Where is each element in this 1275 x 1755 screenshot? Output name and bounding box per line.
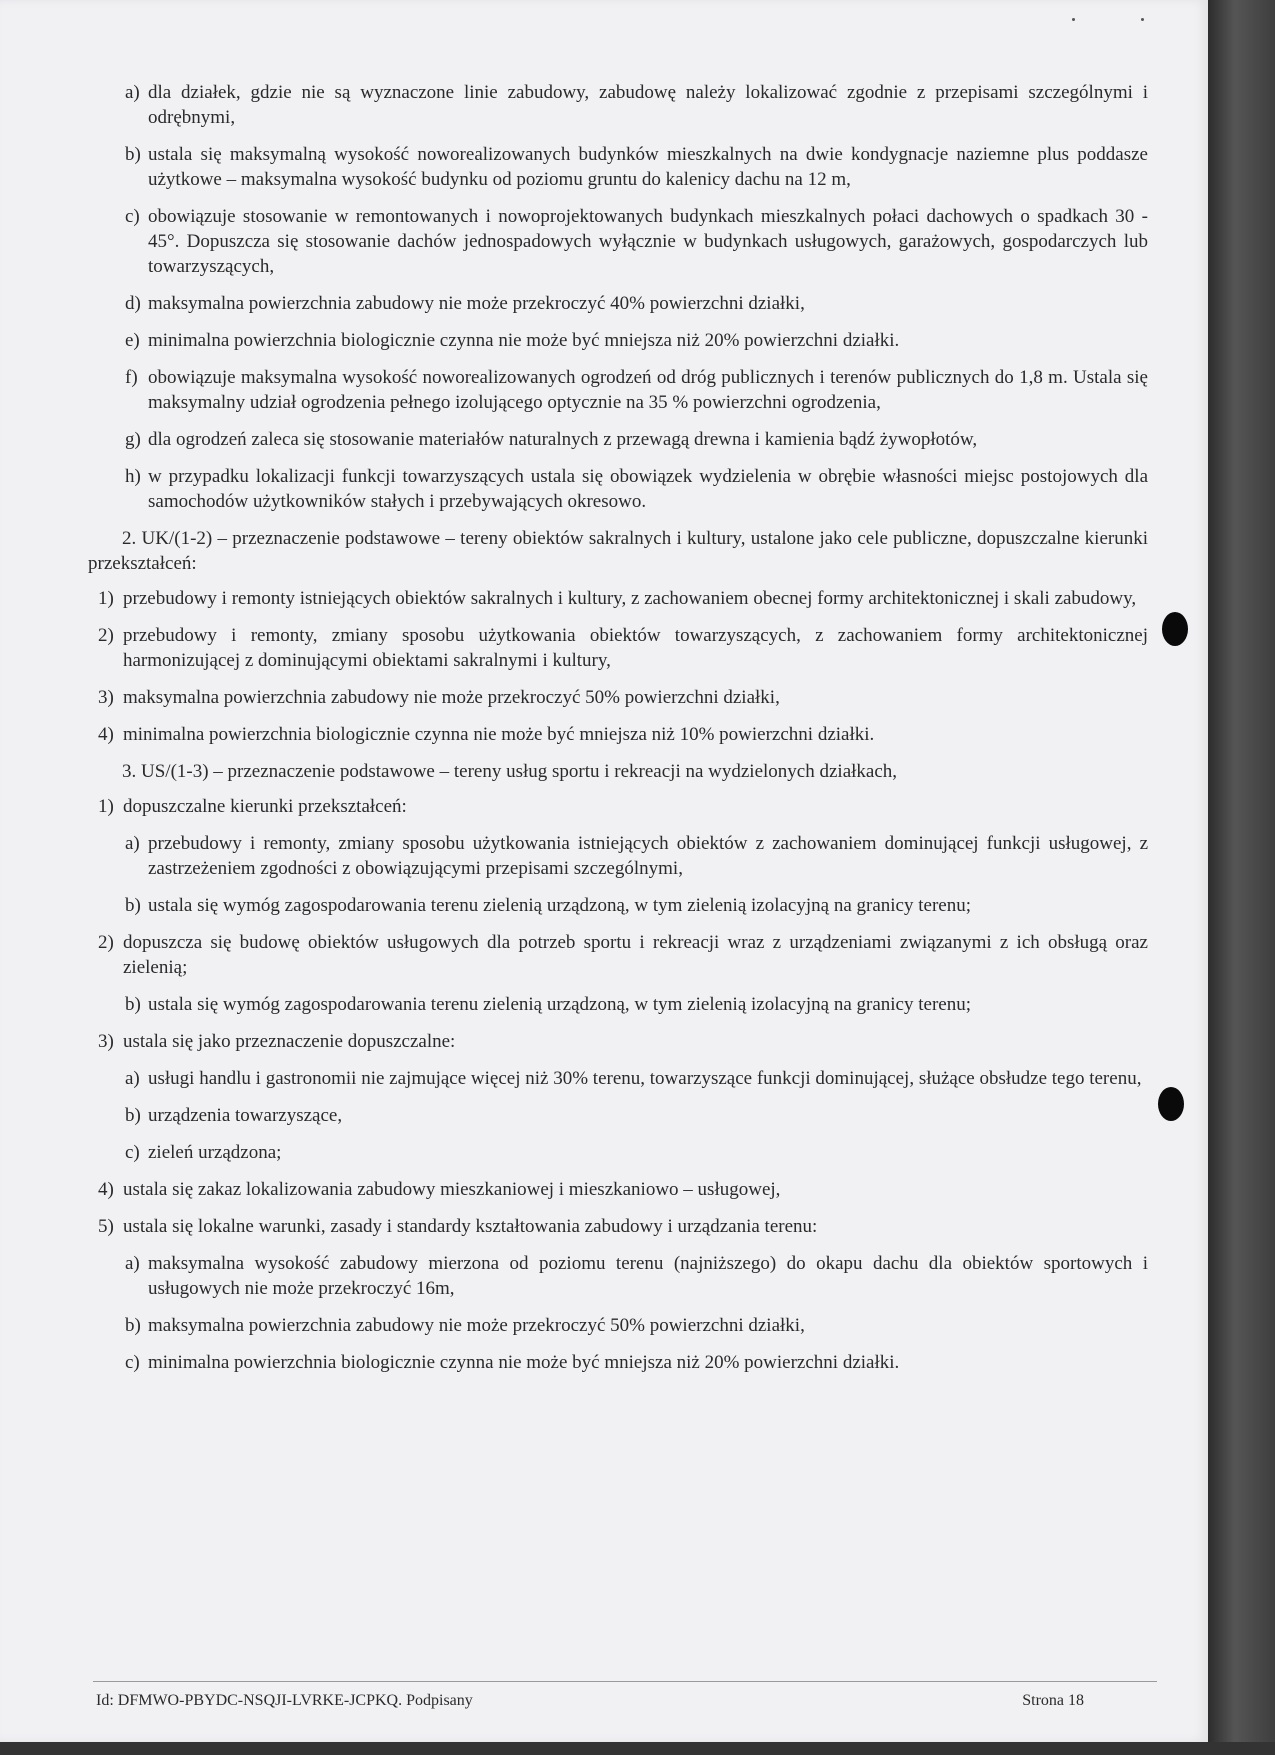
section-paragraph: 2. UK/(1-2) – przeznaczenie podstawowe – tereny obiektów sakralnych i kultury, ustalone jako cele publiczne, dopuszczalne kierunki przekształceń: [88, 528, 1148, 574]
list-item-number [88, 623, 1148, 673]
list-item-label: 5) [98, 1216, 114, 1237]
document-id: Id: DFMWO-PBYDC-NSQJI-LVRKE-JCPKQ. Podpisany [96, 1692, 473, 1709]
list-item-letter [88, 1066, 1148, 1091]
list-item-text: urządzenia towarzyszące, [148, 1105, 343, 1126]
list-item-text: przebudowy i remonty istniejących obiektów sakralnych i kultury, z zachowaniem obecnej formy architektonicznej i skali zabudowy, [123, 588, 1137, 609]
list-item-text: minimalna powierzchnia biologicznie czynna nie może być mniejsza niż 20% powierzchni działki. [148, 330, 900, 351]
list-item-label: c) [125, 1352, 140, 1373]
list-item-text: dopuszcza się budowę obiektów usługowych dla potrzeb sportu i rekreacji wraz z urządzeniami związanymi z ich obsługą oraz zielenią; [123, 932, 1148, 978]
list-item-letter [88, 1350, 1148, 1375]
list-item-text: ustala się maksymalną wysokość noworealizowanych budynków mieszkalnych na dwie kondygnacje naziemne plus poddasze użytkowe – maksymalna wysokość budynku od poziomu gruntu do kalenicy dachu na 12 m, [148, 144, 1148, 190]
list-item-letter [88, 992, 1148, 1017]
list-item-label: a) [125, 1068, 140, 1089]
list-item-text: maksymalna powierzchnia zabudowy nie może przekroczyć 40% powierzchni działki, [148, 293, 805, 314]
scan-speck [1072, 18, 1075, 21]
scan-edge [1208, 0, 1275, 1755]
list-item-label: f) [125, 367, 138, 388]
list-item-label: 4) [98, 724, 114, 745]
list-item-text: ustala się wymóg zagospodarowania terenu zielenią urządzoną, w tym zielenią izolacyjną na granicy terenu; [148, 895, 971, 916]
list-item-number [88, 794, 1148, 819]
list-item-letter [88, 1140, 1148, 1165]
section-paragraph: 3. US/(1-3) – przeznaczenie podstawowe – tereny usług sportu i rekreacji na wydzielonych działkach, [122, 761, 898, 782]
footer-divider [93, 1681, 1157, 1682]
list-item-letter [88, 365, 1148, 415]
list-item-number [88, 930, 1148, 980]
list-item-label: 3) [98, 687, 114, 708]
page-number: Strona 18 [1022, 1692, 1084, 1709]
list-item-letter [88, 831, 1148, 881]
list-item-label: c) [125, 1142, 140, 1163]
list-item-letter [88, 291, 1148, 316]
list-item-label: b) [125, 1105, 141, 1126]
scan-speck [1141, 18, 1144, 21]
list-item-label: a) [125, 833, 140, 854]
list-item-label: 4) [98, 1179, 114, 1200]
list-item-label: h) [125, 466, 141, 487]
list-item-label: a) [125, 1253, 140, 1274]
list-item-letter [88, 1103, 1148, 1128]
list-item-text: zieleń urządzona; [148, 1142, 282, 1163]
list-item-number [88, 586, 1148, 611]
list-item-label: 2) [98, 625, 114, 646]
list-item-text: dopuszczalne kierunki przekształceń: [123, 796, 407, 817]
list-item-label: b) [125, 994, 141, 1015]
list-item-text: maksymalna powierzchnia zabudowy nie może przekroczyć 50% powierzchni działki, [123, 687, 780, 708]
list-item-label: 1) [98, 588, 114, 609]
list-item-text: obowiązuje maksymalna wysokość noworealizowanych ogrodzeń od dróg publicznych i terenów publicznych do 1,8 m. Ustala się maksymalny udział ogrodzenia pełnego izolującego optycznie na 35 % powierzchni ogrodzenia, [148, 367, 1148, 413]
list-item-label: g) [125, 429, 141, 450]
list-item-text: maksymalna wysokość zabudowy mierzona od poziomu terenu (najniższego) do okapu dachu dla obiektów sportowych i usługowych nie może przekroczyć 16m, [148, 1253, 1148, 1299]
list-item-letter [88, 427, 1148, 452]
list-item-label: b) [125, 1315, 141, 1336]
punch-hole-top [1162, 612, 1188, 646]
list-item-number [88, 1029, 1148, 1054]
list-item-text: ustala się zakaz lokalizowania zabudowy mieszkaniowej i mieszkaniowo – usługowej, [123, 1179, 781, 1200]
list-item-text: dla ogrodzeń zaleca się stosowanie materiałów naturalnych z przewagą drewna i kamienia bądź żywopłotów, [148, 429, 978, 450]
list-item-label: c) [125, 206, 140, 227]
list-item-letter [88, 893, 1148, 918]
list-item-label: b) [125, 144, 141, 165]
list-item-number [88, 1214, 1148, 1239]
list-item-letter [88, 142, 1148, 192]
list-item-text: usługi handlu i gastronomii nie zajmujące więcej niż 30% terenu, towarzyszące funkcji dominującej, służące obsłudze tego terenu, [148, 1068, 1142, 1089]
list-item-text: ustala się wymóg zagospodarowania terenu zielenią urządzoną, w tym zielenią izolacyjną na granicy terenu; [148, 994, 971, 1015]
list-item-label: 2) [98, 932, 114, 953]
list-item-label: e) [125, 330, 140, 351]
list-item-text: minimalna powierzchnia biologicznie czynna nie może być mniejsza niż 10% powierzchni działki. [123, 724, 875, 745]
punch-hole-bottom [1158, 1087, 1184, 1121]
list-item-text: ustala się jako przeznaczenie dopuszczalne: [123, 1031, 456, 1052]
document-body [88, 80, 1148, 1387]
list-item-label: b) [125, 895, 141, 916]
list-item-number [88, 685, 1148, 710]
list-item-text: dla działek, gdzie nie są wyznaczone linie zabudowy, zabudowę należy lokalizować zgodnie z przepisami szczególnymi i odrębnymi, [148, 82, 1148, 128]
list-item-label: 3) [98, 1031, 114, 1052]
list-item-number [88, 1177, 1148, 1202]
list-item-label: d) [125, 293, 141, 314]
list-item-label: 1) [98, 796, 114, 817]
list-item-letter [88, 328, 1148, 353]
list-item-letter [88, 1313, 1148, 1338]
list-item-text: obowiązuje stosowanie w remontowanych i nowoprojektowanych budynkach mieszkalnych połaci dachowych o spadkach 30 - 45°. Dopuszcza się stosowanie dachów jednospadowych wyłącznie w budynkach usługowych, garażowych, gospodarczych lub towarzyszących, [148, 206, 1148, 277]
list-item-text: ustala się lokalne warunki, zasady i standardy kształtowania zabudowy i urządzania terenu: [123, 1216, 818, 1237]
list-item-text: przebudowy i remonty, zmiany sposobu użytkowania istniejących obiektów z zachowaniem dominującej funkcji usługowej, z zastrzeżeniem zgodności z obowiązującymi przepisami szczególnymi, [148, 833, 1148, 879]
list-item-text: przebudowy i remonty, zmiany sposobu użytkowania obiektów towarzyszących, z zachowaniem formy architektonicznej harmonizującej z dominującymi obiektami sakralnymi i kultury, [123, 625, 1148, 671]
list-item-text: w przypadku lokalizacji funkcji towarzyszących ustala się obowiązek wydzielenia w obrębie własności miejsc postojowych dla samochodów użytkowników stałych i przebywających okresowo. [148, 466, 1148, 512]
list-item-letter [88, 464, 1148, 514]
list-item-label: a) [125, 82, 140, 103]
list-item-text: minimalna powierzchnia biologicznie czynna nie może być mniejsza niż 20% powierzchni działki. [148, 1352, 900, 1373]
list-item-text: maksymalna powierzchnia zabudowy nie może przekroczyć 50% powierzchni działki, [148, 1315, 805, 1336]
list-item-letter [88, 1251, 1148, 1301]
list-item-letter [88, 80, 1148, 130]
scan-bottom-edge [0, 1742, 1275, 1755]
list-item-number [88, 722, 1148, 747]
list-item-letter [88, 204, 1148, 279]
